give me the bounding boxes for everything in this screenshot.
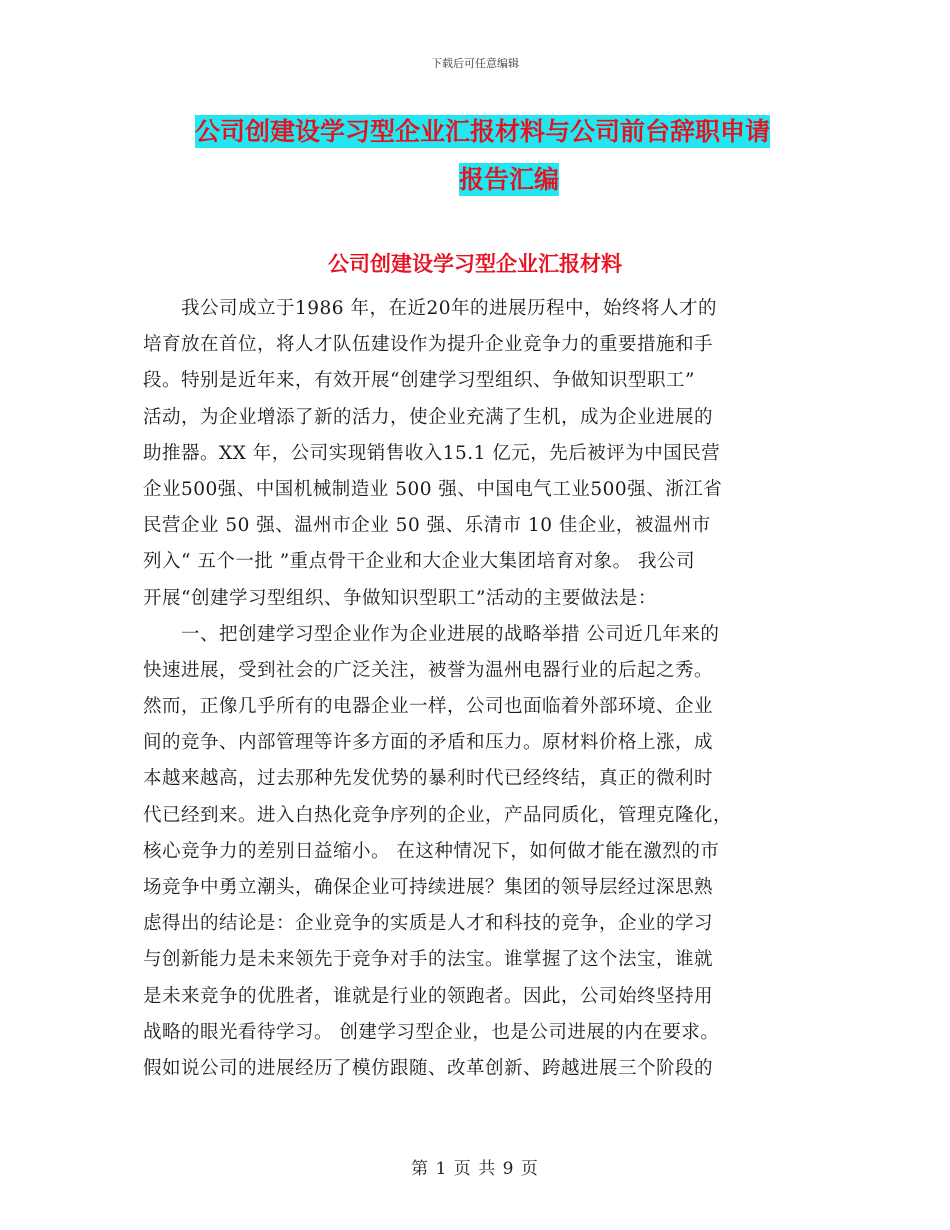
section-title: 公司创建设学习型企业汇报材料: [328, 252, 622, 276]
body-line: 列入“ 五个一批 ”重点骨干企业和大企业大集团培育对象。 我公司: [143, 551, 696, 573]
body-line: 培育放在首位，将人才队伍建设作为提升企业竞争力的重要措施和手: [143, 334, 714, 356]
body-line: 与创新能力是未来领先于竞争对手的法宝。谁掌握了这个法宝，谁就: [143, 949, 714, 971]
page-footer: 第 1 页 共 9 页: [411, 1159, 539, 1179]
body-line: 一、把创建学习型企业作为企业进展的战略举措 公司近几年来的: [143, 623, 720, 645]
document-title: [195, 108, 805, 204]
body-line: 企业500强、中国机械制造业 500 强、中国电气工业500强、浙江省: [143, 478, 723, 500]
body-line: 本越来越高，过去那种先发优势的暴利时代已经终结，真正的微利时: [143, 768, 714, 790]
body-line: 间的竞争、内部管理等许多方面的矛盾和压力。原材料价格上涨，成: [143, 732, 714, 754]
body-line: 是未来竞争的优胜者，谁就是行业的领跑者。因此，公司始终坚持用: [143, 985, 714, 1007]
body-line: 假如说公司的进展经历了模仿跟随、改革创新、跨越进展三个阶段的: [143, 1057, 714, 1079]
body-line: 民营企业 50 强、温州市企业 50 强、乐清市 10 佳企业，被温州市: [143, 515, 711, 537]
body-line: 核心竞争力的差别日益缩小。 在这种情况下，如何做才能在激烈的市: [143, 840, 720, 862]
body-line: 战略的眼光看待学习。 创建学习型企业，也是公司进展的内在要求。: [143, 1021, 720, 1043]
body-line: 助推器。XX 年，公司实现销售收入15.1 亿元，先后被评为中国民营: [143, 442, 721, 464]
body-line: 段。特别是近年来，有效开展“创建学习型组织、争做知识型职工”: [143, 370, 695, 392]
body-line: 场竞争中勇立潮头，确保企业可持续进展？集团的领导层经过深思熟: [143, 877, 714, 898]
document-title-line-2: 报告汇编: [458, 165, 559, 194]
body-line: 虑得出的结论是：企业竞争的实质是人才和科技的竞争，企业的学习: [143, 913, 714, 935]
body-line: 快速进展，受到社会的广泛关注，被誉为温州电器行业的后起之秀。: [143, 659, 714, 681]
body-line: 然而，正像几乎所有的电器企业一样，公司也面临着外部环境、企业: [143, 696, 714, 718]
body-line: 代已经到来。进入白热化竞争序列的企业，产品同质化，管理克隆化，: [143, 804, 733, 826]
body-line: 开展“创建学习型组织、争做知识型职工”活动的主要做法是：: [143, 587, 657, 609]
document-title-line-1: 公司创建设学习型企业汇报材料与公司前台辞职申请: [195, 117, 771, 146]
body-line: 我公司成立于1986 年，在近20年的进展历程中，始终将人才的: [143, 298, 718, 319]
page-header-note: 下载后可任意编辑: [431, 57, 519, 70]
body-line: 活动，为企业增添了新的活力，使企业充满了生机，成为企业进展的: [143, 406, 714, 428]
body-text: [143, 291, 803, 1087]
